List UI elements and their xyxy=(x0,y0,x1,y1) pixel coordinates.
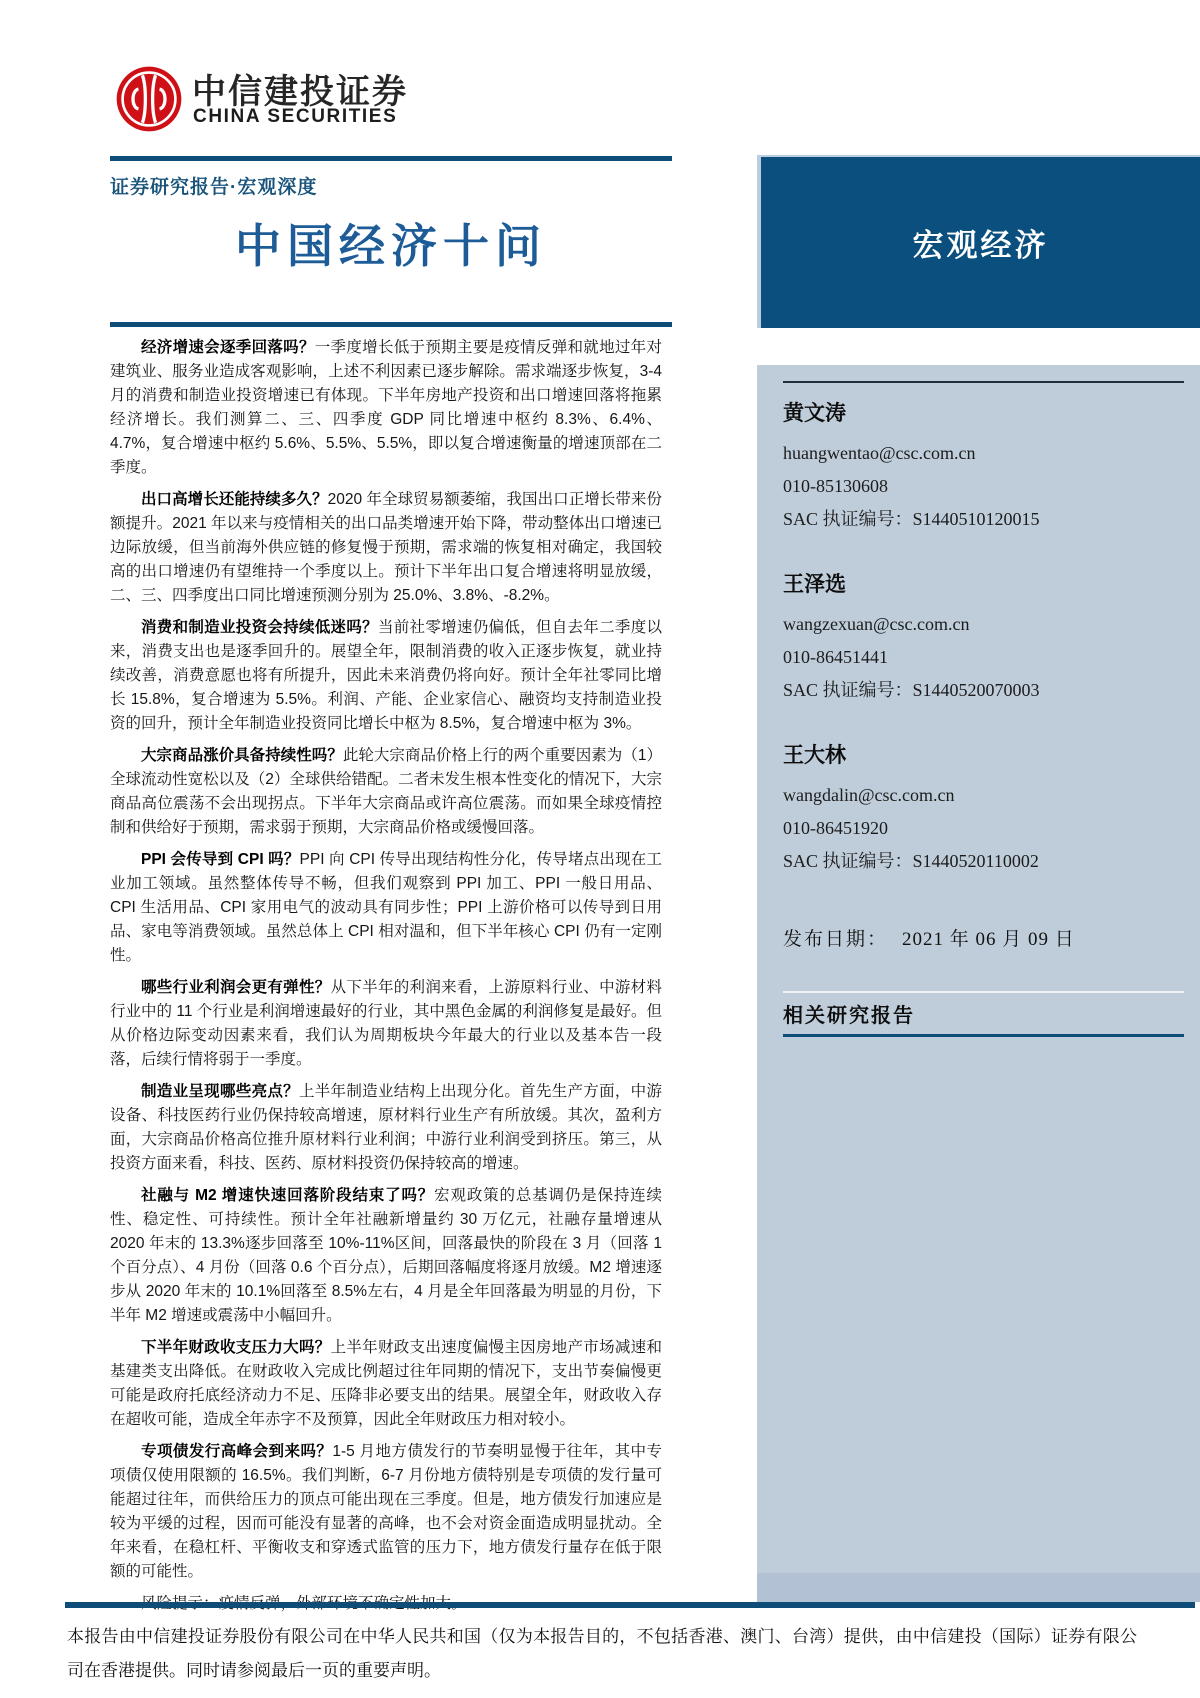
paragraph-text: 从下半年的利润来看，上游原料行业、中游材料行业中的 11 个行业是利润增速最好的行业，其中黑色金属的利润修复是最好。但从价格边际变动因素来看，我们认为周期板块今年最大的行业以及基本告一段落，后续行情将弱于一季度。 xyxy=(110,979,662,1068)
related-reports-title: 相关研究报告 xyxy=(783,1005,915,1027)
csc-logo-icon xyxy=(116,66,182,132)
summary-paragraph xyxy=(110,336,662,480)
summary-paragraph xyxy=(110,744,662,840)
paragraph-text: 当前社零增速仍偏低，但自去年二季度以来，消费支出也是逐季回升的。展望全年，限制消费的收入正逐步恢复，就业持续改善，消费意愿也将有所提升，因此未来消费仍将向好。预计全年社零同比增长 15.8%，复合增速为 5.5%。利润、产能、企业家信心、融资均支持制造业投资的回升，预计全年制造业投资同比增长中枢为 8.5%，复合增速中枢为 3%。 xyxy=(110,619,662,732)
category-banner xyxy=(757,155,1200,328)
analyst-block xyxy=(783,739,1184,878)
analyst-email: wangdalin@csc.com.cn xyxy=(783,785,955,805)
paragraph-question-lead: 经济增速会逐季回落吗？ xyxy=(141,339,315,356)
header-divider xyxy=(110,156,672,161)
report-title: 中国经济十问 xyxy=(235,220,547,272)
analyst-phone: 010-86451441 xyxy=(783,647,888,667)
related-reports-section xyxy=(783,991,1184,1037)
paragraph-text: 宏观政策的总基调仍是保持连续性、稳定性、可持续性。预计全年社融新增量约 30 万亿元，社融存量增速从 2020 年末的 13.3%逐步回落至 10%-11%区间，回落最快的阶段在 3 月（回落 1 个百分点）、4 月份（回落 0.6 个百分点），后期回落幅度将逐月放缓。M2 增速逐步从 2020 年末的 10.1%回落至 8.5%左右，4 月是全年回落最为明显的月份，下半年 M2 增速或震荡中小幅回升。 xyxy=(110,1187,662,1324)
publish-date-row xyxy=(783,924,1184,951)
analyst-block xyxy=(783,568,1184,707)
summary-paragraph xyxy=(110,1336,662,1432)
paragraph-text: 2020 年全球贸易额萎缩，我国出口正增长带来份额提升。2021 年以来与疫情相关的出口品类增速开始下降，带动整体出口增速已边际放缓，但当前海外供应链的修复慢于预期，需求端的恢复相对确定，我国较高的出口增速仍有望维持一个季度以上。预计下半年出口复合增速将明显放缓，二、三、四季度出口同比增速预测分别为 25.0%、3.8%、-8.2%。 xyxy=(110,491,662,604)
paragraph-question-lead: PPI 会传导到 CPI 吗？ xyxy=(141,851,300,868)
title-divider xyxy=(110,322,672,327)
analyst-sac-number: SAC 执证编号：S1440520070003 xyxy=(783,680,1040,700)
summary-paragraph xyxy=(110,976,662,1072)
summary-paragraph xyxy=(110,1440,662,1584)
analyst-name: 王大林 xyxy=(783,744,846,767)
paragraph-question-lead: 专项债发行高峰会到来吗？ xyxy=(141,1443,333,1460)
paragraph-question-lead: 大宗商品涨价具备持续性吗？ xyxy=(141,747,343,764)
related-reports-underline xyxy=(783,1034,1184,1037)
panel-top-divider xyxy=(783,381,1184,383)
analyst-phone: 010-85130608 xyxy=(783,476,888,496)
analyst-panel xyxy=(757,365,1200,1602)
analyst-sac-number: SAC 执证编号：S1440520110002 xyxy=(783,851,1039,871)
paragraph-text: 上半年财政支出速度偏慢主因房地产市场减速和基建类支出降低。在财政收入完成比例超过往年同期的情况下，支出节奏偏慢更可能是政府托底经济动力不足、压降非必要支出的结果。展望全年，财政收入存在超收可能，造成全年赤字不及预算，因此全年财政压力相对较小。 xyxy=(110,1339,662,1428)
analyst-name: 黄文涛 xyxy=(783,402,846,425)
summary-paragraph xyxy=(110,1184,662,1328)
footer-disclaimer: 本报告由中信建投证券股份有限公司在中华人民共和国（仅为本报告目的，不包括香港、澳门、台湾）提供，由中信建投（国际）证券有限公司在香港提供。同时请参阅最后一页的重要声明。 xyxy=(67,1627,1137,1680)
analyst-sac-number: SAC 执证编号：S1440510120015 xyxy=(783,509,1040,529)
summary-paragraph xyxy=(110,848,662,968)
paragraph-question-lead: 社融与 M2 增速快速回落阶段结束了吗？ xyxy=(141,1187,435,1204)
paragraph-question-lead: 哪些行业利润会更有弹性？ xyxy=(141,979,331,996)
paragraph-text: PPI 向 CPI 传导出现结构性分化，传导堵点出现在工业加工领域。虽然整体传导不畅，但我们观察到 PPI 加工、PPI 一般日用品、CPI 生活用品、CPI 家用电气的波动具有同步性；PPI 上游价格可以传导到日用品、家电等消费领域。虽然总体上 CPI 相对温和，但下半年核心 CPI 仍有一定刚性。 xyxy=(110,851,662,964)
analyst-phone: 010-86451920 xyxy=(783,818,888,838)
analyst-name: 王泽选 xyxy=(783,573,846,596)
paragraph-text: 1-5 月地方债发行的节奏明显慢于往年，其中专项债仅使用限额的 16.5%。我们判断，6-7 月份地方债特别是专项债的发行量可能超过往年，而供给压力的顶点可能出现在三季度。但是，地方债发行加速应是较为平缓的过程，因而可能没有显著的高峰，也不会对资金面造成明显扰动。全年来看，在稳杠杆、平衡收支和穿透式监管的压力下，地方债发行量存在低于限额的可能性。 xyxy=(110,1443,662,1580)
analyst-block xyxy=(783,397,1184,536)
brand-name-cn: 中信建投证券 xyxy=(192,73,408,111)
paragraph-question-lead: 出口高增长还能持续多久？ xyxy=(141,491,328,508)
analyst-email: huangwentao@csc.com.cn xyxy=(783,443,976,463)
brand-name-en: CHINA SECURITIES xyxy=(193,106,398,127)
paragraph-text: 上半年制造业结构上出现分化。首先生产方面，中游设备、科技医药行业仍保持较高增速，原材料行业生产有所放缓。其次，盈利方面，大宗商品价格高位推升原材料行业利润；中游行业利润受到挤压。第三，从投资方面来看，科技、医药、原材料投资仍保持较高的增速。 xyxy=(110,1083,662,1172)
paragraph-text: 一季度增长低于预期主要是疫情反弹和就地过年对建筑业、服务业造成客观影响，上述不利因素已逐步解除。需求端逐步恢复，3-4 月的消费和制造业投资增速已有体现。下半年房地产投资和出口增速回落将拖累经济增长。我们测算二、三、四季度 GDP 同比增速中枢约 8.3%、6.4%、4.7%，复合增速中枢约 5.6%、5.5%、5.5%，即以复合增速衡量的增速顶部在二季度。 xyxy=(110,339,662,476)
analyst-email: wangzexuan@csc.com.cn xyxy=(783,614,970,634)
report-type-label: 证券研究报告·宏观深度 xyxy=(110,177,318,198)
summary-paragraph xyxy=(110,488,662,608)
footer-divider xyxy=(65,1602,1195,1608)
paragraph-question-lead: 消费和制造业投资会持续低迷吗？ xyxy=(141,619,378,636)
publish-date-label: 发布日期： xyxy=(783,929,889,950)
category-label: 宏观经济 xyxy=(912,228,1049,263)
summary-paragraph xyxy=(110,616,662,736)
summary-paragraph xyxy=(110,1080,662,1176)
panel-bottom-band xyxy=(757,1573,1200,1602)
paragraph-question-lead: 制造业呈现哪些亮点？ xyxy=(141,1083,299,1100)
paragraph-text: 此轮大宗商品价格上行的两个重要因素为（1）全球流动性宽松以及（2）全球供给错配。二者未发生根本性变化的情况下，大宗商品高位震荡不会出现拐点。下半年大宗商品或许高位震荡。而如果全球疫情控制和供给好于预期，需求弱于预期，大宗商品价格或缓慢回落。 xyxy=(110,747,662,836)
publish-date-value: 2021 年 06 月 09 日 xyxy=(902,929,1075,950)
paragraph-question-lead: 下半年财政收支压力大吗？ xyxy=(141,1339,331,1356)
summary-column xyxy=(110,336,662,1624)
